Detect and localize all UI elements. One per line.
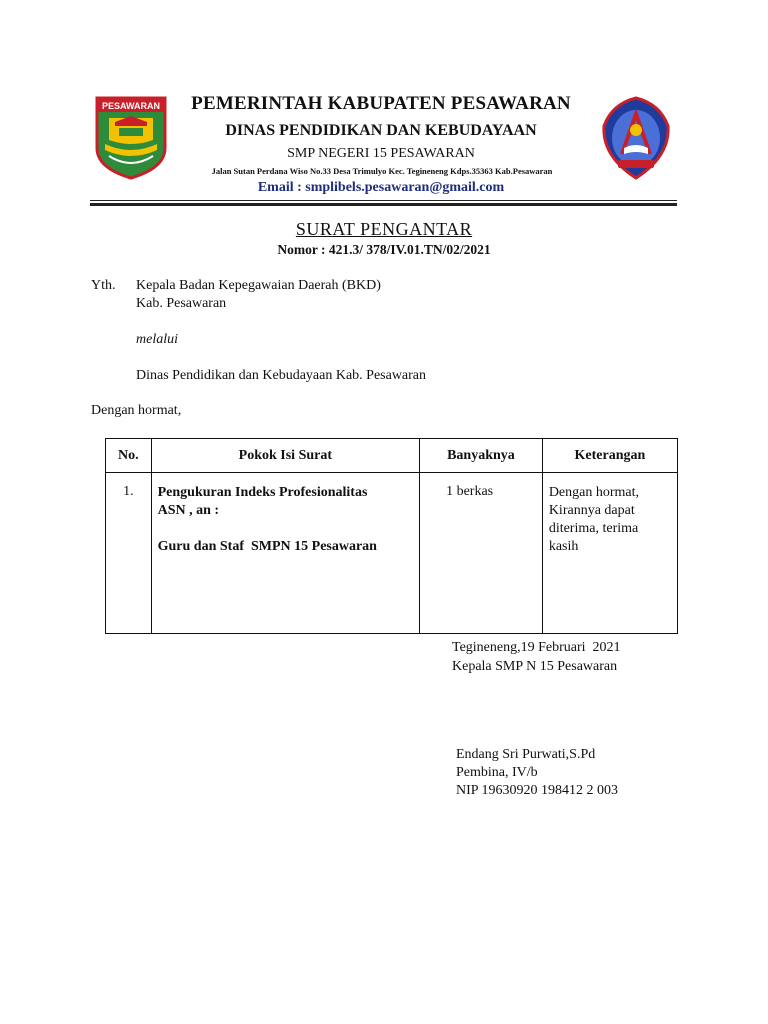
- header-divider-thick: [90, 203, 677, 206]
- school-address: Jalan Sutan Perdana Wiso No.33 Desa Trimulyo Kec. Tegineneng Kdps.35363 Kab.Pesawaran: [211, 166, 553, 176]
- yth-label: Yth.: [91, 278, 116, 293]
- keterangan-line: kasih: [548, 539, 579, 554]
- sign-rank: Pembina, IV/b: [456, 765, 538, 780]
- gov-name: PEMERINTAH KABUPATEN PESAWARAN: [191, 93, 571, 114]
- school-email: Email : smplibels.pesawaran@gmail.com: [257, 180, 505, 195]
- pokok-line1: Pengukuran Indeks Profesionalitas: [157, 485, 368, 500]
- header-divider-thin: [90, 200, 677, 201]
- greeting: Dengan hormat,: [91, 403, 182, 418]
- cell-banyaknya: [420, 473, 543, 634]
- via-label: melalui: [136, 332, 178, 347]
- table-header-row: [106, 439, 678, 473]
- letter-title: SURAT PENGANTAR: [295, 219, 473, 239]
- letter-items-table: [105, 438, 678, 634]
- row-no: 1.: [123, 484, 134, 499]
- sign-place-date: Tegineneng,19 Februari 2021: [452, 640, 621, 655]
- pokok-line2: ASN , an :: [157, 503, 220, 518]
- keterangan-line: Kirannya dapat: [548, 503, 635, 518]
- cell-no: [106, 473, 152, 634]
- header-banyaknya: Banyaknya: [420, 439, 543, 473]
- banyaknya-value: 1 berkas: [446, 484, 494, 499]
- header-no: No.: [106, 439, 152, 473]
- pokok-line3: Guru dan Staf SMPN 15 Pesawaran: [157, 539, 377, 554]
- cell-keterangan: [542, 473, 677, 634]
- cell-pokok: [151, 473, 419, 634]
- sign-name: Endang Sri Purwati,S.Pd: [456, 747, 596, 762]
- table-row: [106, 473, 678, 634]
- dept-name: DINAS PENDIDIKAN DAN KEBUDAYAAN: [225, 122, 537, 139]
- header-keterangan: Keterangan: [542, 439, 677, 473]
- recipient-line1: Kepala Badan Kepegawaian Daerah (BKD): [136, 278, 381, 293]
- recipient-line2: Kab. Pesawaran: [136, 296, 227, 311]
- logo-lettering: PESAWARAN: [101, 101, 161, 111]
- school-name: SMP NEGERI 15 PESAWARAN: [287, 146, 475, 161]
- pesawaran-regency-logo: [95, 96, 167, 180]
- header-pokok: Pokok Isi Surat: [151, 439, 419, 473]
- school-emblem-logo: [600, 96, 672, 180]
- letter-number: Nomor : 421.3/ 378/IV.01.TN/02/2021: [277, 242, 491, 257]
- sign-nip: NIP 19630920 198412 2 003: [456, 783, 619, 798]
- sign-position: Kepala SMP N 15 Pesawaran: [452, 659, 618, 674]
- keterangan-line: Dengan hormat,: [548, 485, 640, 500]
- keterangan-line: diterima, terima: [548, 521, 639, 536]
- via-office: Dinas Pendidikan dan Kebudayaan Kab. Pesawaran: [136, 368, 427, 383]
